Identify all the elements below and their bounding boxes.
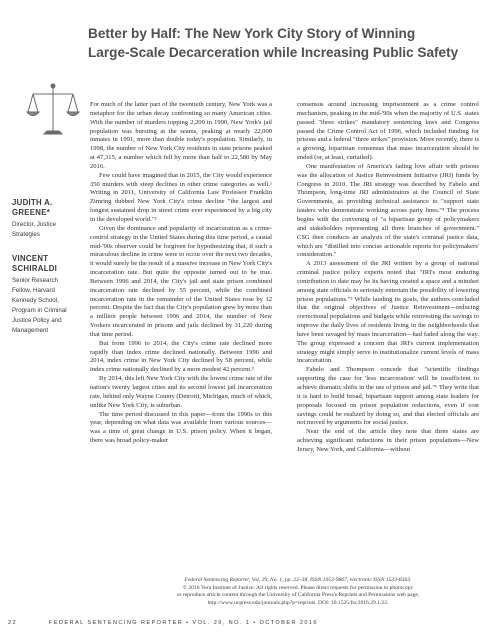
article-title: [88, 24, 488, 62]
author-role-line: Program in Criminal: [12, 307, 67, 314]
paragraph: One manifestation of America's fading love affair with prisons was the allocation of Justice Reinvestment Initiative (JRI) funds by Congress in 2010. The JRI strategy was described by Fabelo and Thompson, long-time JRI administrators at the Council of State Governments, as providing technical assistance to "support state leaders who demonstrate working across party lines."⁴ The process begins with the convening of "a bipartisan group of policymakers and stakeholders representing all three branches of government." CSG then conducts an analysis of the state's criminal justice data, which are "distilled into concise actionable reports for policymakers' consideration.": [297, 162, 479, 259]
paragraph: A 2013 assessment of the JRI written by a group of national criminal justice policy experts noted that "JRI's most enduring contribution to date may be its having created a space and a mindset among state officials to seriously entertain the possibility of lowering prison populations."⁵ While lauding its goals, the authors concluded that the original objectives of Justice Reinvestment—reducing correctional populations and budgets while reinvesting the savings to improve the daily lives of residents living in the neighborhoods that have been ravaged by mass incarceration—had faded along the way. The group expressed a concern that JRI's current implementation strategy might simply serve to institutionalize current levels of mass incarceration.: [297, 260, 479, 365]
author-sidebar: [12, 198, 84, 336]
body-column-left: [90, 101, 272, 446]
publication-footnote: [110, 577, 486, 607]
paragraph: But from 1996 to 2014, the City's crime rate declined more rapidly than index crime declined nationally. Between 1996 and 2014, index crime in New York City declined by 58 percent, while index crime nationally declined by a more modest 42 percent.³: [90, 339, 272, 374]
scales-of-justice-icon: [26, 82, 80, 140]
paragraph: Fabelo and Thompson concede that "scientific findings supporting the case for 'less incarceration' will be insufficient to achieve dramatic shifts in the use of prison and jail."⁶ They write that it is hard to build broad, bipartisan support among state leaders for proposals focused on prison population reductions, even if cost savings could be realized by doing so, and that elected officials are not moved by arguments for social justice.: [297, 366, 479, 427]
running-head: FEDERAL SENTENCING REPORTER • VOL. 29, NO. 1 • OCTOBER 2016: [49, 620, 318, 626]
footnote-line: http://www.ucpress.edu/journals.php?p=reprints. DOI: 10.1525/fsr.2016.29.1.22.: [207, 599, 389, 606]
author-role-line: Director, Justice: [12, 221, 57, 228]
author-block-2: [12, 254, 84, 336]
paragraph: The time period discussed in this paper—from the 1990s to this year, depending on what data was available from various sources—was a time of great change in U.S. prison policy. When it began, there was broad policy-maker: [90, 410, 272, 445]
author-role-line: Fellow, Harvard: [12, 287, 55, 294]
footnote-line: or reproduce article content through the University of California Press's Reprints and Permissions web page,: [176, 592, 420, 599]
author-name: JUDITH A. GREENE*: [12, 198, 53, 217]
author-role-line: Senior Research: [12, 277, 59, 284]
paragraph: Near the end of the article they note that three states are achieving significant reductions in their prison populations—New Jersey, New York, and California—without: [297, 428, 479, 453]
article-title-line-1: Better by Half: The New York City Story of Winning: [88, 26, 416, 41]
author-role-line: Management: [12, 327, 49, 334]
author-role-line: Kennedy School,: [12, 297, 59, 304]
paragraph: Given the dominance and popularity of incarceration as a crime-control strategy in the United States during this time period, a casual mid-'90s observer could be forgiven for hypothesizing that, if such a miraculous decline in crime were to occur over the next two decades, it would surely be the result of a massive increase in New York City's incarceration rate. But quite the opposite turned out to be true. Between 1996 and 2014, the City's jail and state prison combined incarceration rate declined by 55 percent, while the combined incarceration rate in the remainder of the United States rose by 12 percent. Despite the fact that the City's population grew by more than a million people between 1996 and 2014, the number of New Yorkers incarcerated in prisons and jails declined by 31,220 during that time period.: [90, 224, 272, 338]
author-role: [12, 276, 84, 336]
paragraph: For much of the latter part of the twentieth century, New York was a metaphor for the urban decay confronting so many American cities. With the number of murders topping 2,200 in 1990, New York's jail population was bursting at the seams, peaking at nearly 22,000 inmates in 1991, more than double today's population. Similarly, in 1998, the number of New York City residents in state prisons peaked at 47,315, a number which fell by more than half to 22,580 by May 2016.: [90, 101, 272, 170]
author-role-line: Strategies: [12, 231, 40, 238]
author-role: [12, 220, 84, 240]
author-name: VINCENT SCHIRALDI: [12, 254, 58, 273]
footnote-line: © 2016 Vera Institute of Justice. All rights reserved. Please direct requests for permission to photocopy: [182, 584, 414, 591]
paragraph: Few could have imagined that in 2015, the City would experience 350 murders with steep declines in other crime categories as well.¹ Writing in 2011, University of California Law Professor Franklin Zimring dubbed New York City's crime decline "the largest and longest sustained drop in street crime ever experienced by a big city in the developed world."²: [90, 171, 272, 223]
footnote-line: Federal Sentencing Reporter, Vol. 29, No. 1, pp. 22–38, ISSN 1053-9867, electronic ISSN 1533-8363.: [184, 577, 412, 583]
paragraph: consensus around increasing imprisonment as a crime control mechanism, peaking in the mid-'90s when the majority of U.S. states passed "three strikes" mandatory sentencing laws and Congress passed the Crime Control Act of 1996, which included funding for prisons and a federal "three strikes" provision. More recently, there is a growing, bipartisan consensus that mass incarceration should be ended (or, at least, curtailed).: [297, 101, 479, 162]
author-block-1: [12, 198, 84, 240]
page-number: 22: [8, 620, 18, 626]
body-column-right: [297, 101, 479, 455]
paragraph: By 2014, this left New York City with the lowest crime rate of the nation's twenty largest cities and its second lowest jail incarceration rate, behind only Wayne County (Detroit), Michigan, much of which, unlike New York City, is suburban.: [90, 375, 272, 409]
author-role-line: Justice Policy and: [12, 317, 62, 324]
article-title-line-2: Large-Scale Decarceration while Increasing Public Safety: [88, 45, 459, 60]
